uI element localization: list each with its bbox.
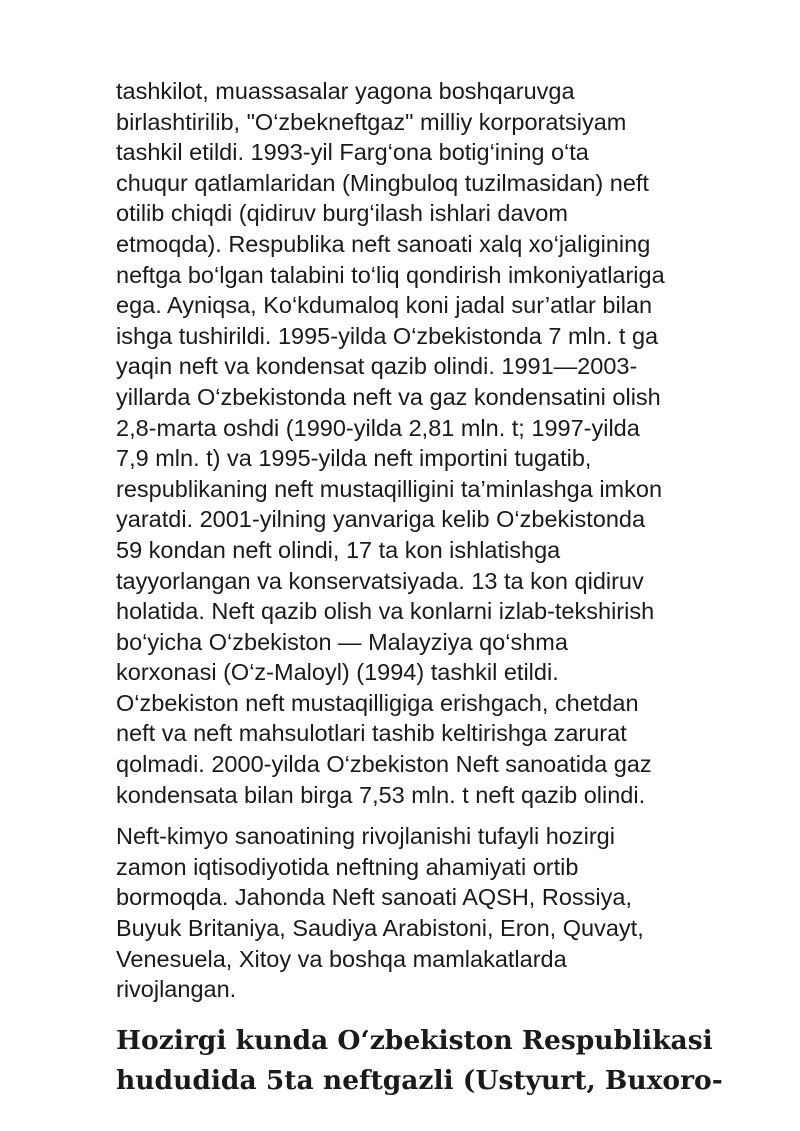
text-line: neft va neft mahsulotlari tashib keltirishga zarurat xyxy=(116,720,627,747)
text-line: zamon iqtisodiyotida neftning ahamiyati ortib xyxy=(116,853,579,880)
text-line: kondensata bilan birga 7,53 mln. t neft qazib olindi. xyxy=(116,781,646,808)
text-line: Buyuk Britaniya, Saudiya Arabistoni, Eron, Quvayt, xyxy=(116,915,644,942)
document-page xyxy=(116,76,744,1101)
text-line: O‘zbekiston neft mustaqilligiga erishgach, chetdan xyxy=(116,689,639,716)
heading-line: hududida 5ta neftgazli (Ustyurt, Buxoro- xyxy=(116,1064,723,1096)
text-line: otilib chiqdi (qidiruv burg‘ilash ishlari davom xyxy=(116,200,568,227)
text-line: bo‘yicha O‘zbekiston — Malayziya qo‘shma xyxy=(116,628,568,655)
text-line: chuqur qatlamlaridan (Mingbuloq tuzilmasidan) neft xyxy=(116,169,649,196)
text-line: ega. Ayniqsa, Ko‘kdumaloq koni jadal sur’atlar bilan xyxy=(116,292,653,319)
text-line: yillarda O‘zbekistonda neft va gaz kondensatini olish xyxy=(116,383,661,410)
text-line: tashkil etildi. 1993-yil Farg‘ona botig‘ining o‘ta xyxy=(116,139,589,166)
text-line: 59 kondan neft olindi, 17 ta kon ishlatishga xyxy=(116,536,561,563)
text-line: korxonasi (O‘z-Maloyl) (1994) tashkil etildi. xyxy=(116,659,559,686)
section-heading xyxy=(116,1021,744,1101)
text-line: tashkilot, muassasalar yagona boshqaruvga xyxy=(116,78,575,104)
text-line: birlashtirilib, "O‘zbekneftgaz" milliy korporatsiyam xyxy=(116,108,627,135)
text-line: 2,8-marta oshdi (1990-yilda 2,81 mln. t; 1997-yilda xyxy=(116,414,640,441)
text-line: Neft-kimyo sanoatining rivojlanishi tufayli hozirgi xyxy=(116,823,615,850)
body-paragraph-2 xyxy=(116,821,744,1005)
text-line: rivojlangan. xyxy=(116,976,237,1003)
text-line: holatida. Neft qazib olish va konlarni izlab-tekshirish xyxy=(116,598,655,625)
text-line: bormoqda. Jahonda Neft sanoati AQSH, Rossiya, xyxy=(116,884,632,911)
text-line: respublikaning neft mustaqilligini ta’minlashga imkon xyxy=(116,475,663,502)
body-paragraph-1 xyxy=(116,76,744,810)
text-line: yaqin neft va kondensat qazib olindi. 1991—2003- xyxy=(116,353,638,380)
text-line: qolmadi. 2000-yilda O‘zbekiston Neft sanoatida gaz xyxy=(116,751,652,778)
text-line: tayyorlangan va konservatsiyada. 13 ta kon qidiruv xyxy=(116,567,644,594)
text-line: 7,9 mln. t) va 1995-yilda neft importini tugatib, xyxy=(116,445,592,472)
text-line: yaratdi. 2001-yilning yanvariga kelib O‘zbekistonda xyxy=(116,506,646,533)
heading-line: Hozirgi kunda O‘zbekiston Respublikasi xyxy=(116,1024,713,1056)
text-line: neftga bo‘lgan talabini to‘liq qondirish imkoniyatlariga xyxy=(116,261,665,288)
text-line: Venesuela, Xitoy va boshqa mamlakatlarda xyxy=(116,945,567,972)
text-line: etmoqda). Respublika neft sanoati xalq xo‘jaligining xyxy=(116,230,651,257)
text-line: ishga tushirildi. 1995-yilda O‘zbekistonda 7 mln. t ga xyxy=(116,322,659,349)
